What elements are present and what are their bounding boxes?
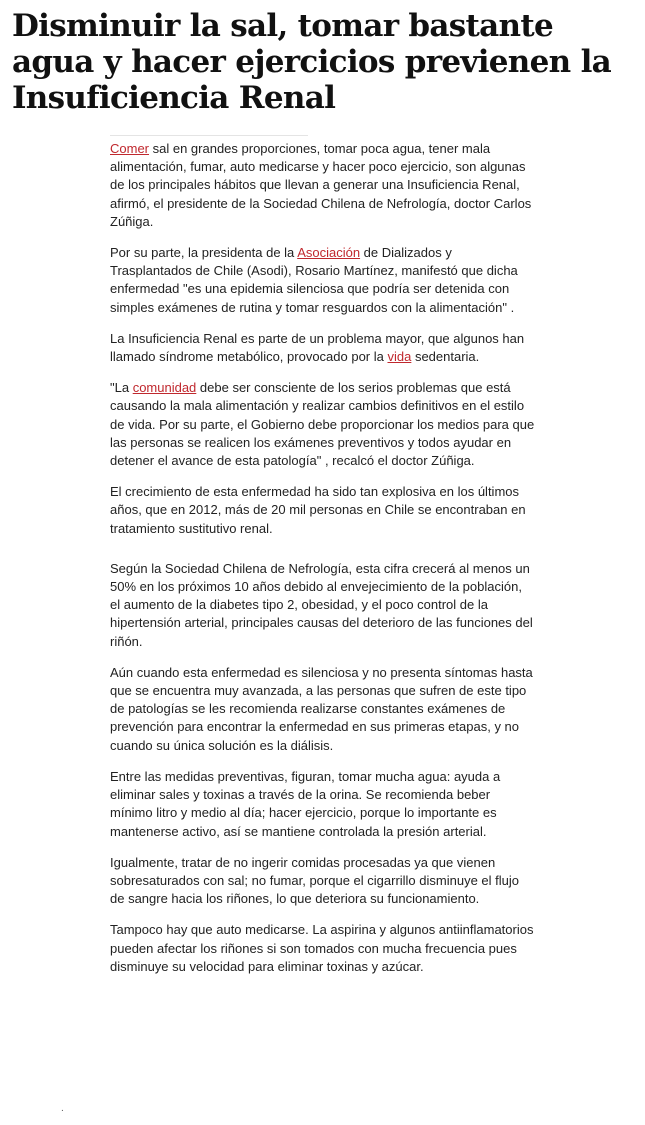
paragraph-3-after: sedentaria. <box>411 349 480 365</box>
paragraph-4 <box>110 379 535 470</box>
paragraph-10: Tampoco hay que auto medicarse. La aspirina y algunos antiinflamatorios pueden afectar los riñones si son tomados con mucha frecuencia pues disminuye su velocidad para eliminar toxinas y azúcar. <box>110 922 534 974</box>
paragraph-4-before: "La <box>110 380 133 396</box>
paragraph-4-after: debe ser consciente de los serios problemas que está causando la mala alimentación y realizar cambios definitivos en el estilo de vida. Por su parte, el Gobierno debe proporcionar los medios para que las personas se realicen los exámenes preventivos y todos ayudar en detener el avance de esta patología" , recalcó el doctor Zúñiga. <box>110 380 535 469</box>
paragraph-2-before: Por su parte, la presidenta de la <box>110 245 298 261</box>
link-comer[interactable]: Comer <box>110 141 150 156</box>
link-comunidad[interactable]: comunidad <box>132 380 197 396</box>
paragraph-2-after: de Dializados y Trasplantados de Chile (Asodi), Rosario Martínez, manifestó que dicha enfermedad "es una epidemia silenciosa que podría ser detenida con simples exámenes de rutina y tomar resguardos con la alimentación" . <box>110 245 518 315</box>
paragraph-6: Según la Sociedad Chilena de Nefrología, esta cifra crecerá al menos un 50% en los próximos 10 años debido al envejecimiento de la población, el aumento de la diabetes tipo 2, obesidad, y el poco control de la hipertensión arterial, principales causas del deterioro de las funciones del riñón. <box>110 560 533 649</box>
link-vida[interactable]: vida <box>387 349 412 365</box>
paragraph-3 <box>110 330 535 366</box>
title-divider <box>110 135 308 136</box>
stray-mark: . <box>61 1103 64 1114</box>
paragraph-5: El crecimiento de esta enfermedad ha sido tan explosiva en los últimos años, que en 2012, más de 20 mil personas en Chile se encontraban en tratamiento sustitutivo renal. <box>110 484 526 536</box>
paragraph-1 <box>110 140 535 231</box>
paragraph-2 <box>110 244 535 317</box>
link-asociacion[interactable]: Asociación <box>297 245 361 261</box>
article-body <box>110 140 535 989</box>
paragraph-9: Igualmente, tratar de no ingerir comidas procesadas ya que vienen sobresaturados con sal; no fumar, porque el cigarrillo disminuye el flujo de sangre hacia los riñones, lo que deteriora su funcionamiento. <box>110 854 519 907</box>
article-title: Disminuir la sal, tomar bastante agua y hacer ejercicios previenen la Insuficiencia Renal <box>12 8 612 116</box>
paragraph-8: Entre las medidas preventivas, figuran, tomar mucha agua: ayuda a eliminar sales y toxinas a través de la orina. Se recomienda beber mínimo litro y medio al día; hacer ejercicio, porque lo importante es mantenerse activo, así se mantiene controlada la presión arterial. <box>110 768 501 839</box>
paragraph-3-before: La Insuficiencia Renal es parte de un problema mayor, que algunos han llamado síndrome metabólico, provocado por la <box>110 330 525 365</box>
paragraph-7: Aún cuando esta enfermedad es silenciosa y no presenta síntomas hasta que se encuentra muy avanzada, a las personas que sufren de este tipo de patologías se les recomienda realizarse constantes exámenes de prevención para encontrar la enfermedad en sus primeras etapas, y no cuando su única solución es la diálisis. <box>110 664 533 753</box>
paragraph-1-text: sal en grandes proporciones, tomar poca agua, tener mala alimentación, fumar, auto medicarse y hacer poco ejercicio, son algunas de los principales hábitos que llevan a generar una Insuficiencia Renal, afirmó, el presidente de la Sociedad Chilena de Nefrología, doctor Carlos Zúñiga. <box>110 141 532 229</box>
